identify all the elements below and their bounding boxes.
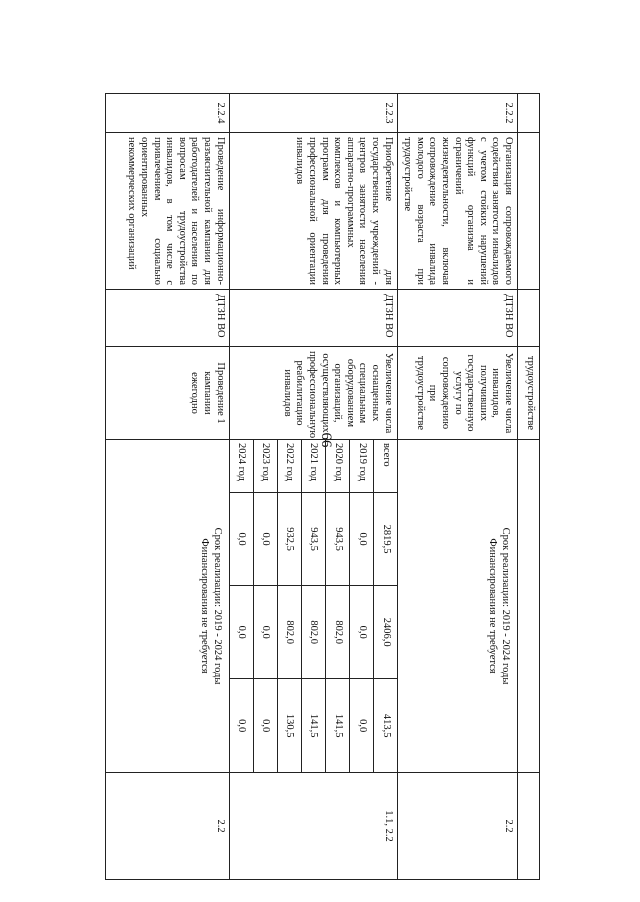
- finance-label: всего: [373, 440, 396, 493]
- finance-row: [349, 440, 373, 772]
- cell-indicator: Увеличение числа оснащенных специальным оборудованием организаций, осуществляющих профессиональную реабилитацию инвалидов: [229, 347, 397, 440]
- finance-label: 2024 год: [230, 440, 253, 493]
- finance-row: [230, 440, 253, 772]
- finance-value: 932,5: [277, 493, 301, 586]
- cell-executor: [518, 290, 540, 347]
- cell-link: 1.1, 2.2: [229, 773, 397, 880]
- cell-indicator: трудоустройстве: [518, 347, 540, 440]
- finance-value: 802,0: [301, 586, 325, 679]
- cell-num: [518, 94, 540, 133]
- cell-finance: [397, 440, 517, 773]
- cell-name: Организация сопровождаемого содействия занятости инвалидов с учетом стойких нарушений функций организма и ограничений жизнедеятельности, включая сопровождение инвалида молодого возраста при трудоустройстве: [397, 133, 517, 290]
- cell-link: 2.2: [397, 773, 517, 880]
- finance-term: Срок реализации: 2019 - 2024 годы: [211, 527, 223, 685]
- finance-note: Финансирования не требуется: [487, 538, 499, 674]
- finance-table: [230, 440, 397, 772]
- finance-value: 0,0: [349, 493, 373, 586]
- finance-value: 0,0: [253, 679, 277, 772]
- finance-row: [277, 440, 301, 772]
- cell-finance: [229, 440, 397, 773]
- measures-table: [105, 93, 540, 880]
- cell-finance: [518, 440, 540, 773]
- finance-row: [301, 440, 325, 772]
- cell-name: Проведение информационно-разъяснительной кампании для работодателей и населения по вопросам трудоустройства инвалидов, в том числе с привлечением социально ориентированных некоммерческих организаций: [105, 133, 229, 290]
- finance-label: 2021 год: [301, 440, 325, 493]
- cell-link: [518, 773, 540, 880]
- table-row: [105, 94, 229, 880]
- finance-value: 2406,0: [373, 586, 396, 679]
- table-row: [229, 94, 397, 880]
- finance-value: 413,5: [373, 679, 396, 772]
- cell-num: 2.2.3: [229, 94, 397, 133]
- finance-note: Финансирования не требуется: [199, 538, 211, 674]
- finance-value: 0,0: [349, 679, 373, 772]
- finance-row: [253, 440, 277, 772]
- finance-value: 0,0: [230, 586, 253, 679]
- finance-value: 0,0: [230, 679, 253, 772]
- finance-value: 0,0: [230, 493, 253, 586]
- table-row: [397, 94, 517, 880]
- finance-value: 0,0: [253, 493, 277, 586]
- finance-row: [373, 440, 396, 772]
- finance-label: 2022 год: [277, 440, 301, 493]
- page-number: 66: [318, 432, 334, 448]
- cell-indicator: Увеличение числа инвалидов, получивших государственную услугу по сопровождению при трудоустройстве: [397, 347, 517, 440]
- cell-link: 2.2: [105, 773, 229, 880]
- cell-executor: ДТЗН ВО: [229, 290, 397, 347]
- finance-row: [325, 440, 349, 772]
- finance-value: 141,5: [301, 679, 325, 772]
- cell-name: Приобретение для государственных учреждений - центров занятости населения аппаратно-программных комплексов и компьютерных программ для проведения профессиональной ориентации инвалидов: [229, 133, 397, 290]
- finance-value: 141,5: [325, 679, 349, 772]
- finance-value: 802,0: [277, 586, 301, 679]
- finance-value: 0,0: [253, 586, 277, 679]
- finance-value: 2819,5: [373, 493, 396, 586]
- finance-label: 2020 год: [325, 440, 349, 493]
- cell-finance: [105, 440, 229, 773]
- cell-executor: ДТЗН ВО: [105, 290, 229, 347]
- cell-name: [518, 133, 540, 290]
- finance-value: 802,0: [325, 586, 349, 679]
- table-row: [518, 94, 540, 880]
- finance-value: 130,5: [277, 679, 301, 772]
- rotated-table-container: [108, 93, 540, 842]
- finance-value: 943,5: [301, 493, 325, 586]
- cell-num: 2.2.2: [397, 94, 517, 133]
- finance-term: Срок реализации: 2019 - 2024 годы: [500, 527, 511, 685]
- finance-label: 2019 год: [349, 440, 373, 493]
- cell-executor: ДТЗН ВО: [397, 290, 517, 347]
- cell-indicator: Проведение 1 кампании ежегодно: [105, 347, 229, 440]
- finance-value: 0,0: [349, 586, 373, 679]
- cell-num: 2.2.4: [105, 94, 229, 133]
- finance-label: 2023 год: [253, 440, 277, 493]
- finance-value: 943,5: [325, 493, 349, 586]
